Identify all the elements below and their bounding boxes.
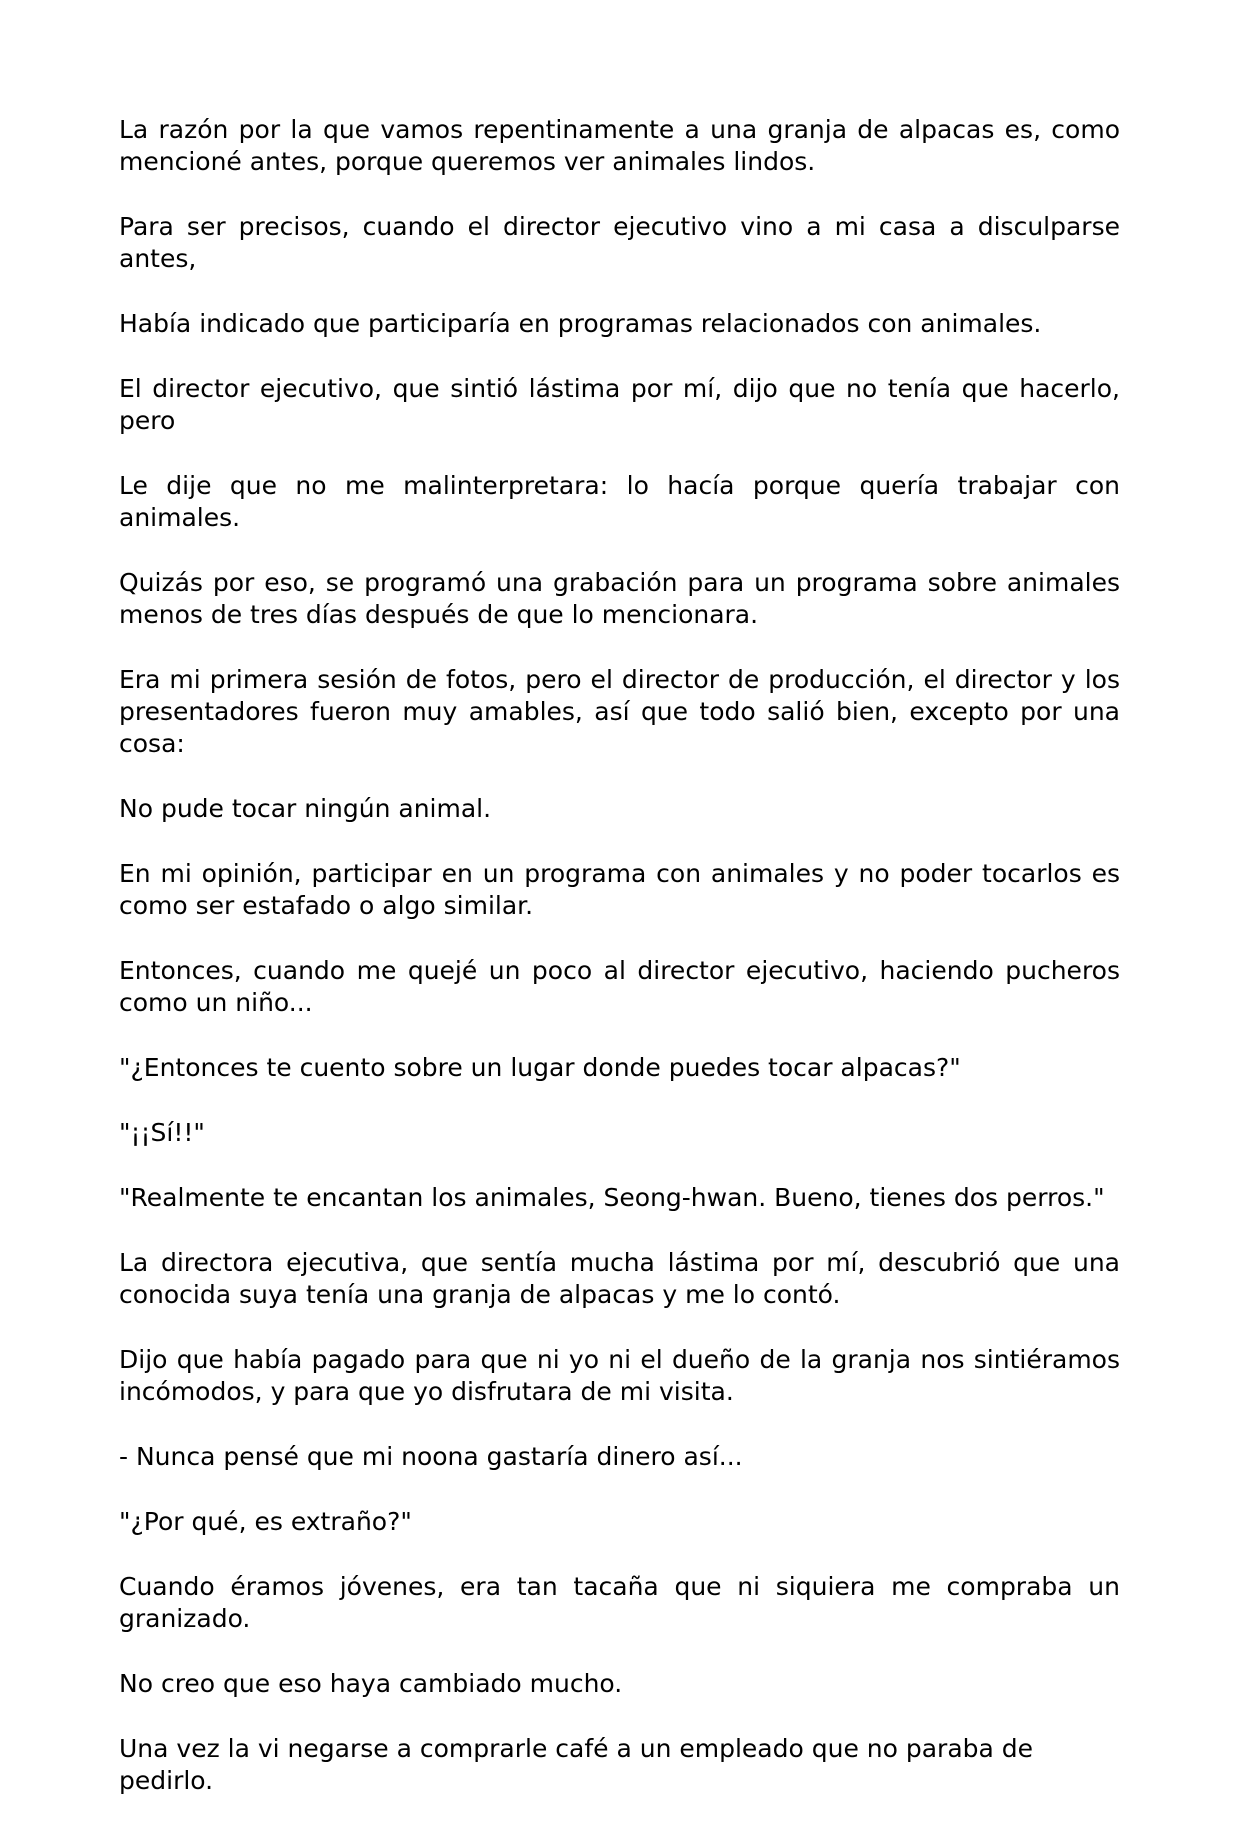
paragraph: En mi opinión, participar en un programa con animales y no poder tocarlos es como ser estafado o algo similar.	[119, 859, 1120, 920]
paragraph: La directora ejecutiva, que sentía mucha lástima por mí, descubrió que una conocida suya tenía una granja de alpacas y me lo contó.	[119, 1248, 1120, 1309]
paragraph: Una vez la vi negarse a comprarle café a un empleado que no paraba de pedirlo.	[119, 1734, 1034, 1795]
paragraph: Quizás por eso, se programó una grabación para un programa sobre animales menos de tres días después de que lo mencionara.	[119, 568, 1120, 629]
paragraph: La razón por la que vamos repentinamente a una granja de alpacas es, como mencioné antes, porque queremos ver animales lindos.	[119, 115, 1120, 176]
paragraph: Era mi primera sesión de fotos, pero el director de producción, el director y los presentadores fueron muy amables, así que todo salió bien, excepto por una cosa:	[119, 665, 1120, 758]
paragraph: "¿Por qué, es extraño?"	[119, 1507, 412, 1536]
paragraph: Había indicado que participaría en programas relacionados con animales.	[119, 309, 1042, 338]
paragraph: "Realmente te encantan los animales, Seong-hwan. Bueno, tienes dos perros."	[119, 1183, 1105, 1212]
paragraph: "¡¡Sí!!"	[119, 1118, 205, 1147]
paragraph: "¿Entonces te cuento sobre un lugar donde puedes tocar alpacas?"	[119, 1053, 961, 1082]
document-body	[119, 114, 1120, 1830]
paragraph: Cuando éramos jóvenes, era tan tacaña que ni siquiera me compraba un granizado.	[119, 1572, 1120, 1633]
paragraph: El director ejecutivo, que sintió lástima por mí, dijo que no tenía que hacerlo, pero	[119, 374, 1120, 435]
paragraph: Dijo que había pagado para que ni yo ni el dueño de la granja nos sintiéramos incómodos, y para que yo disfrutara de mi visita.	[119, 1345, 1120, 1406]
paragraph: No pude tocar ningún animal.	[119, 794, 492, 823]
paragraph: - Nunca pensé que mi noona gastaría dinero así...	[119, 1442, 743, 1471]
paragraph: Le dije que no me malinterpretara: lo hacía porque quería trabajar con animales.	[119, 471, 1120, 532]
paragraph: Entonces, cuando me quejé un poco al director ejecutivo, haciendo pucheros como un niño...	[119, 956, 1120, 1017]
paragraph: No creo que eso haya cambiado mucho.	[119, 1669, 623, 1698]
paragraph: Para ser precisos, cuando el director ejecutivo vino a mi casa a disculparse antes,	[119, 212, 1120, 273]
